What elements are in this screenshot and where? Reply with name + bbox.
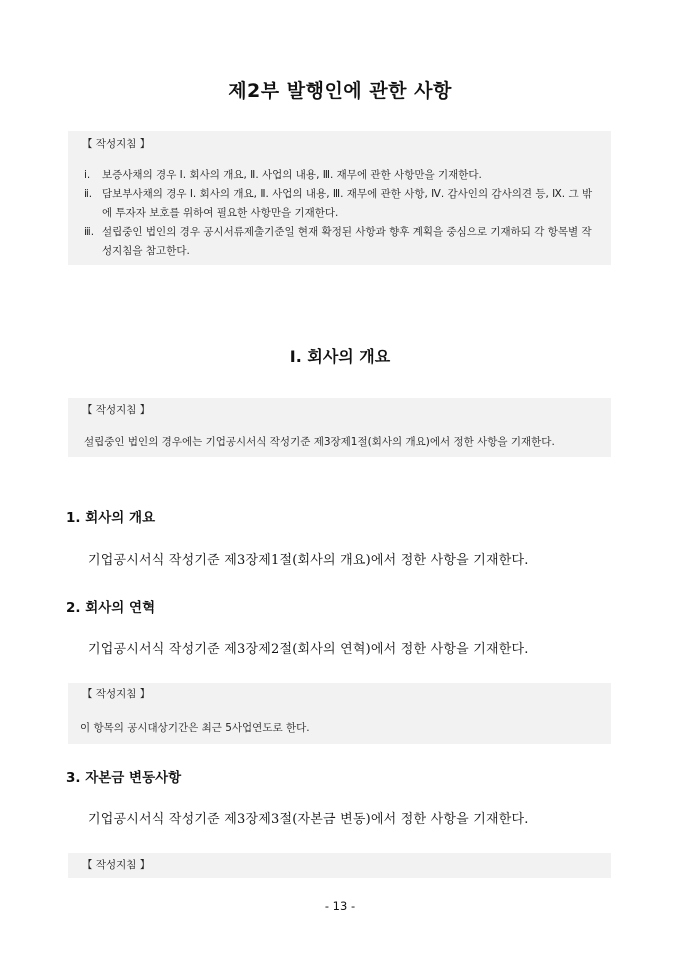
- page-number: - 13 -: [324, 899, 356, 913]
- sub-heading-2: 2. 회사의 연혁: [66, 600, 156, 616]
- guideline-box-part2: [68, 131, 611, 265]
- guideline-bullet-2: ⅱ.: [84, 188, 93, 200]
- body-text-2: 기업공시서식 작성기준 제3장제2절(회사의 연혁)에서 정한 사항을 기재한다.: [88, 642, 529, 657]
- guideline-text-2: 담보부사채의 경우 Ⅰ. 회사의 개요, Ⅱ. 사업의 내용, Ⅲ. 재무에 관한 사항, Ⅳ. 감사인의 감사의견 등, Ⅸ. 그 밖에 투자자 보호를 위하여 필요한 사항만을 기재한다.: [102, 188, 593, 219]
- section-title-company-overview: Ⅰ. 회사의 개요: [289, 347, 391, 366]
- guideline-item-3: [80, 223, 599, 261]
- guideline-box-section1: [68, 398, 611, 457]
- guideline-label: 【 작성지침 】: [82, 688, 151, 700]
- body-text-1: 기업공시서식 작성기준 제3장제1절(회사의 개요)에서 정한 사항을 기재한다.: [88, 553, 529, 568]
- guideline-text: 설립중인 법인의 경우에는 기업공시서식 작성기준 제3장제1절(회사의 개요)에서 정한 사항을 기재한다.: [84, 436, 555, 448]
- guideline-bullet-3: ⅲ.: [84, 226, 95, 238]
- body-text-3: 기업공시서식 작성기준 제3장제3절(자본금 변동)에서 정한 사항을 기재한다.: [88, 812, 529, 827]
- guideline-box-section2: [68, 683, 611, 744]
- guideline-item-1: [80, 166, 599, 185]
- guideline-label: 【 작성지침 】: [82, 404, 151, 416]
- guideline-label: 【 작성지침 】: [82, 138, 151, 150]
- guideline-text: 이 항목의 공시대상기간은 최근 5사업연도로 한다.: [80, 722, 310, 734]
- guideline-bullet-1: ⅰ.: [84, 169, 91, 181]
- guideline-item-2: [80, 185, 599, 223]
- guideline-label: 【 작성지침 】: [82, 859, 151, 871]
- part-title: 제2부 발행인에 관한 사항: [228, 80, 452, 102]
- sub-heading-1: 1. 회사의 개요: [66, 510, 156, 526]
- guideline-box-section3: [68, 853, 611, 878]
- guideline-text-3: 설립중인 법인의 경우 공시서류제출기준일 현재 확정된 사항과 향후 계획을 중심으로 기재하되 각 항목별 작성지침을 참고한다.: [102, 226, 592, 257]
- sub-heading-3: 3. 자본금 변동사항: [66, 770, 182, 786]
- guideline-text-1: 보증사채의 경우 Ⅰ. 회사의 개요, Ⅱ. 사업의 내용, Ⅲ. 재무에 관한 사항만을 기재한다.: [102, 169, 482, 181]
